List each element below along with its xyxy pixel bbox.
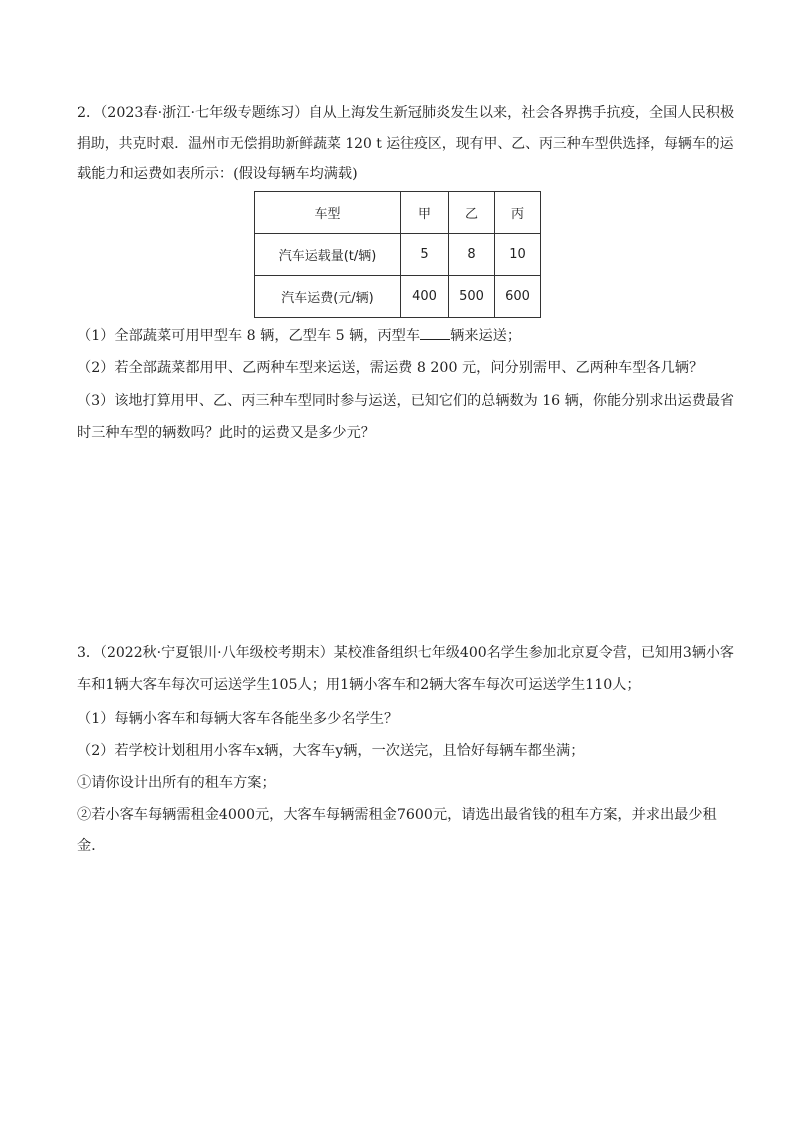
table-row: [255, 234, 541, 276]
q2-stem-line-1: 2．（2023春·浙江·七年级专题练习）自从上海发生新冠肺炎发生以来，社会各界携手抗疫，全国人民积极: [77, 105, 735, 121]
q3-sub-2: （2）若学校计划租用小客车x辆，大客车y辆，一次送完，且恰好每辆车都坐满；: [77, 743, 585, 759]
table-cell: 汽车运费(元/辆): [255, 276, 401, 318]
q3-sub-1: （1）每辆小客车和每辆大客车各能坐多少名学生？: [77, 711, 399, 727]
q2-stem-line-2: 捐助，共克时艰．温州市无偿捐助新鲜蔬菜 120 t 运往疫区，现有甲、乙、丙三种车型供选择，每辆车的运: [77, 136, 734, 152]
table-row: [255, 276, 541, 318]
q3-item-2-line-1: ②若小客车每辆需租金4000元，大客车每辆需租金7600元，请选出最省钱的租车方案，并求出最少租: [77, 807, 717, 823]
q2-sub-1: [77, 325, 521, 346]
table-cell: 5: [401, 234, 449, 276]
vehicle-table: [254, 191, 541, 318]
q3-item-2-line-2: 金．: [77, 838, 106, 854]
table-cell: 乙: [449, 192, 495, 234]
q3-item-1: ①请你设计出所有的租车方案；: [77, 775, 276, 791]
table-header-row: [255, 192, 541, 234]
table-cell: 400: [401, 276, 449, 318]
table-cell: 10: [495, 234, 541, 276]
table-cell: 600: [495, 276, 541, 318]
q2-sub-3-line-1: （3）该地打算用甲、乙、丙三种车型同时参与运送，已知它们的总辆数为 16 辆，你能分别求出运费最省: [77, 393, 735, 409]
table-cell: 车型: [255, 192, 401, 234]
table-cell: 500: [449, 276, 495, 318]
table-cell: 丙: [495, 192, 541, 234]
q2-stem-line-3: 载能力和运费如表所示：(假设每辆车均满载): [77, 166, 358, 182]
answer-blank[interactable]: [420, 325, 450, 340]
q2-sub-1-text-after: 辆来运送；: [450, 328, 522, 344]
table-cell: 甲: [401, 192, 449, 234]
q3-stem-line-1: 3．（2022秋·宁夏银川·八年级校考期末）某校准备组织七年级400名学生参加北京夏令营，已知用3辆小客: [77, 645, 734, 661]
q2-sub-2: （2）若全部蔬菜都用甲、乙两种车型来运送，需运费 8 200 元，问分别需甲、乙两种车型各几辆？: [77, 360, 704, 376]
q2-sub-3-line-2: 时三种车型的辆数吗？此时的运费又是多少元？: [77, 425, 375, 441]
q3-stem-line-2: 车和1辆大客车每次可运送学生105人；用1辆小客车和2辆大客车每次可运送学生110人；: [77, 677, 641, 693]
table-cell: 汽车运载量(t/辆): [255, 234, 401, 276]
q2-sub-1-text-before: （1）全部蔬菜可用甲型车 8 辆，乙型车 5 辆，丙型车: [77, 328, 421, 344]
table-cell: 8: [449, 234, 495, 276]
